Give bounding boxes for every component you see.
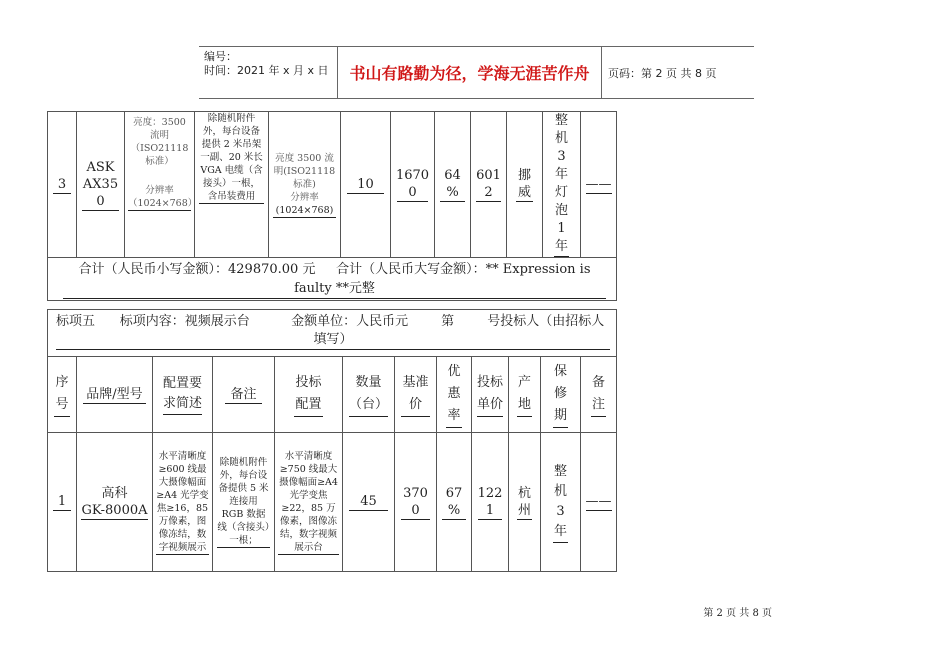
section-title-row xyxy=(48,310,617,357)
qty-cell: 10 xyxy=(347,176,384,194)
base-price-line: 1670 xyxy=(395,168,430,183)
brand-line: 0 xyxy=(82,193,119,211)
origin-cell: 挪威 xyxy=(517,168,531,200)
total-small-value: 429870.00 元 xyxy=(228,262,316,277)
brand-line: ASK xyxy=(86,159,115,175)
unit-price-line: 1 xyxy=(478,502,502,520)
note-cell: 除随机附件外，每台设备提供 5 米连接用 RGB 数据线（含接头）一根； xyxy=(217,457,270,546)
col-header-brand: 品牌/型号 xyxy=(83,386,146,404)
col-header-remark: 备注 xyxy=(591,372,606,417)
col-header-unit: 投标单价 xyxy=(477,372,503,417)
col-header-req: 配置要求简述 xyxy=(163,374,202,415)
base-price-line: 370 xyxy=(403,485,428,501)
warranty-cell: 整机 3 年灯泡 1 年 xyxy=(554,112,569,257)
number-label: 编号： xyxy=(204,50,237,63)
discount-line: 64 xyxy=(444,168,461,183)
col-header-origin: 产地 xyxy=(517,372,532,417)
remark-cell: —— xyxy=(585,176,612,192)
discount-line: 67 xyxy=(445,485,463,501)
page-footer: 第 2 页 共 8 页 xyxy=(703,608,772,619)
table-row xyxy=(48,112,617,258)
col-header-qty: 数量（台） xyxy=(349,372,388,417)
total-small-label: 合计（人民币小写金额）： xyxy=(78,262,229,277)
req-resolution: 分辨率（1024×768） xyxy=(128,185,198,209)
col-header-note: 备注 xyxy=(225,386,262,404)
page-code: 页码：第 2 页 共 8 页 xyxy=(608,66,717,80)
remark-cell: —— xyxy=(585,494,612,509)
table-row xyxy=(48,433,617,572)
section-title-cont: 填写） xyxy=(56,331,610,350)
seq-cell: 3 xyxy=(53,176,71,194)
config-cell: 水平清晰度≥750 线最大摄像幅面≥A4 光学变焦≥22，85 万像素，图像冻结，数字视频展示台 xyxy=(279,450,338,553)
col-header-discount: 优惠率 xyxy=(446,361,462,428)
req-brightness: 亮度：3500 流明（ISO21118 标准） xyxy=(130,117,189,167)
config-resolution: 分辨率 xyxy=(290,191,319,203)
qty-cell: 45 xyxy=(349,493,388,511)
col-header-warranty: 保修期 xyxy=(553,361,568,428)
brand-line: 高科 xyxy=(101,485,128,501)
bid-table-4 xyxy=(47,111,617,301)
unit-price-line: 601 xyxy=(476,168,501,183)
col-header-config: 投标配置 xyxy=(294,372,323,417)
total-row xyxy=(48,258,617,301)
origin-cell: 杭州 xyxy=(517,485,531,518)
base-price-line: 0 xyxy=(397,184,428,202)
unit-price-line: 2 xyxy=(476,184,501,202)
total-big-label: 合计（人民币大写金额）： xyxy=(336,262,486,277)
time-label: 时间：2021 年 x 月 x 日 xyxy=(204,64,329,77)
col-header-base: 基准价 xyxy=(401,372,430,417)
brand-line: GK-8000A xyxy=(81,502,148,518)
seq-cell: 1 xyxy=(53,493,71,511)
discount-line: % xyxy=(442,502,466,520)
page-header xyxy=(199,46,754,99)
note-cell: 除随机附件外，每台设备提供 2 米吊架一副、20 米长 VGA 电缆（含接头）一根，含吊装费用 xyxy=(200,113,263,202)
base-price-line: 0 xyxy=(401,502,430,520)
motto: 书山有路勤为径，学海无涯苦作舟 xyxy=(338,47,602,98)
bid-table-5 xyxy=(47,309,617,572)
header-row xyxy=(48,357,617,433)
unit-price-line: 122 xyxy=(477,485,503,501)
discount-line: % xyxy=(440,184,465,202)
req-cell: 水平清晰度≥600 线最大摄像幅面≥A4 光学变焦≥16，85 万像素，图像冻结，数字视频展示 xyxy=(156,450,209,553)
total-big-value: ** Expression is faulty **元整 xyxy=(294,262,591,296)
config-resolution-value: (1024×768) xyxy=(273,204,336,218)
col-header-seq: 序号 xyxy=(54,372,70,417)
brand-line: AX35 xyxy=(82,176,119,192)
warranty-cell: 整机 3 年 xyxy=(553,462,568,543)
header-info xyxy=(199,47,338,98)
config-brightness: 亮度 3500 流明(ISO21118 标准) xyxy=(273,152,336,190)
section-title: 标项五 标项内容：视频展示台 金额单位：人民币元 第 号投标人（由招标人 xyxy=(56,314,605,329)
